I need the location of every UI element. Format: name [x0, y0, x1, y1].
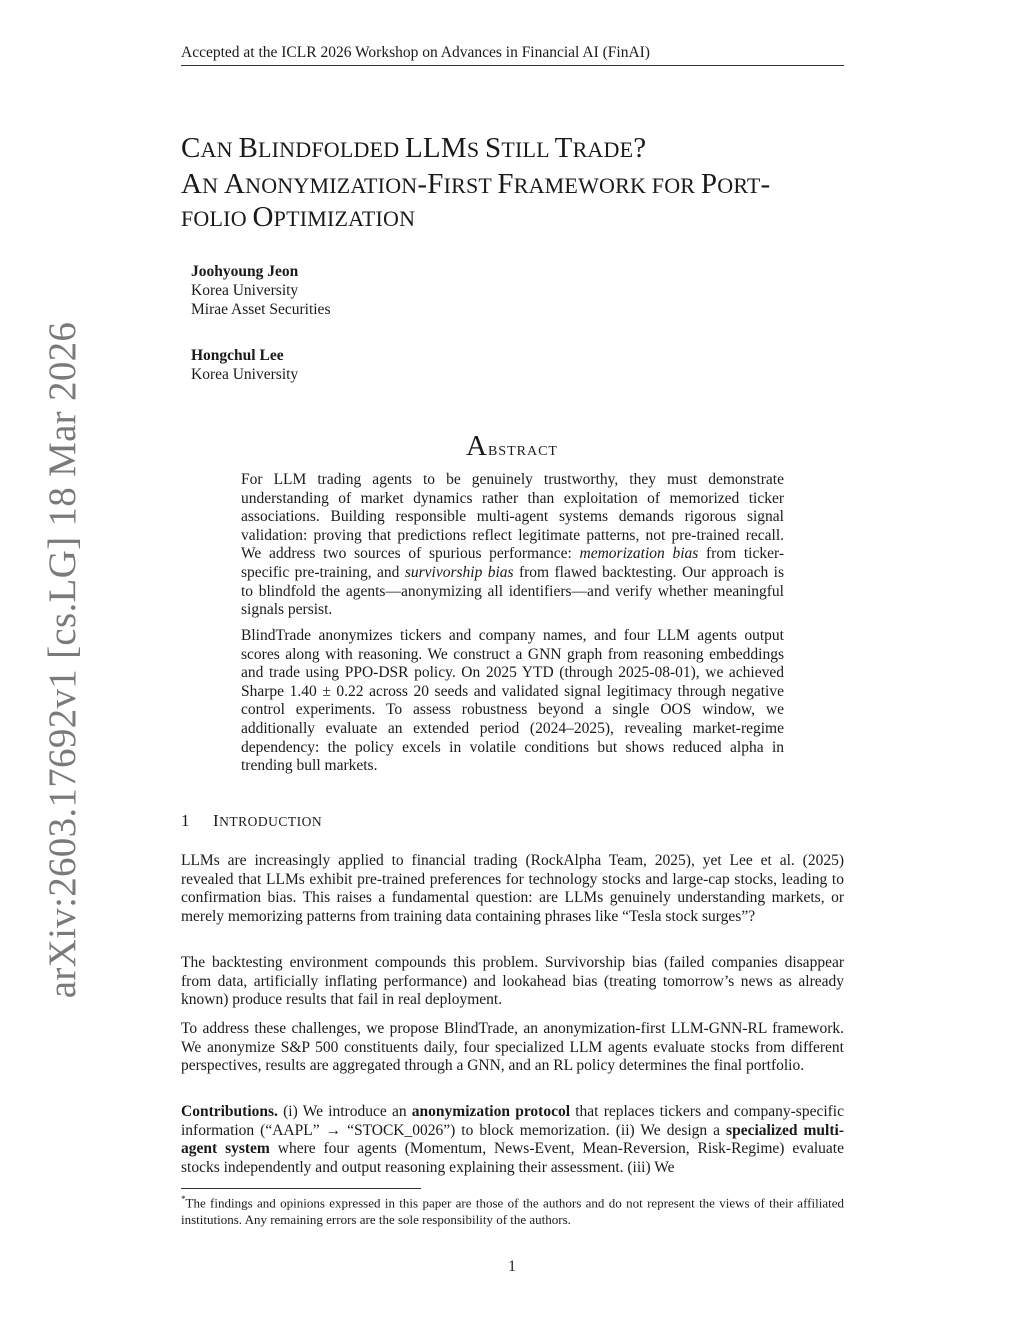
title-line-2: AN ANONYMIZATION-FIRST FRAMEWORK FOR PORT- [181, 168, 771, 200]
running-header: Accepted at the ICLR 2026 Workshop on Advances in Financial AI (FinAI) [181, 44, 650, 61]
section-heading-introduction: 1 INTRODUCTION [181, 811, 323, 830]
intro-paragraph-2: The backtesting environment compounds this problem. Survivorship bias (failed companies disappear from data, artificially inflating performance) and lookahead bias (treating tomorrow’s news as already known) produce results that fail in real deployment. [181, 954, 844, 1009]
intro-paragraph-3: To address these challenges, we propose BlindTrade, an anonymization-first LLM-GNN-RL framework. We anonymize S&P 500 constituents daily, four specialized LLM agents evaluate stocks from different perspectives, results are aggregated through a GNN, and an RL policy determines the final portfolio. [181, 1020, 844, 1075]
author-affiliation: Korea University [191, 366, 299, 383]
page-number: 1 [508, 1258, 516, 1275]
author-name: Joohyoung Jeon [191, 263, 299, 280]
intro-paragraph-1: LLMs are increasingly applied to financial trading (RockAlpha Team, 2025), yet Lee et al. (2025) revealed that LLMs exhibit pre-trained preferences for technology stocks and large-cap stocks, leading to confirmation bias. This raises a fundamental question: are LLMs genuinely understanding markets, or merely memorizing patterns from training data containing phrases like “Tesla stock surges”? [181, 852, 844, 925]
title-line-3: FOLIO OPTIMIZATION [181, 201, 416, 233]
footnote: *The findings and opinions expressed in this paper are those of the authors and do not represent the views of their affiliated institutions. Any remaining errors are the sole responsibility of the authors. [181, 1194, 844, 1228]
abstract-heading: ABSTRACT [466, 430, 558, 462]
title-line-1: CAN BLINDFOLDED LLMS STILL TRADE? [181, 132, 647, 164]
footnote-rule [181, 1188, 421, 1189]
author-block-2 [191, 346, 298, 384]
abstract-paragraph-1: For LLM trading agents to be genuinely trustworthy, they must demonstrate understanding of market dynamics rather than exploitation of memorized ticker associations. Building responsible multi-agent systems demands rigorous signal validation: proving that predictions reflect legitimate patterns, not pre-trained recall. We address two sources of spurious performance: memorization bias from ticker-specific pre-training, and survivorship bias from flawed backtesting. Our approach is to blindfold the agents—anonymizing all identifiers—and verify whether meaningful signals persist. [241, 471, 784, 619]
author-affiliation: Korea University [191, 282, 299, 299]
header-rule [181, 65, 844, 66]
author-affiliation: Mirae Asset Securities [191, 301, 331, 318]
arxiv-stamp: arXiv:2603.17692v1 [cs.LG] 18 Mar 2026 [41, 321, 84, 999]
intro-paragraph-contributions: Contributions. (i) We introduce an anonymization protocol that replaces tickers and company-specific information (“AAPL” → “STOCK_0026”) to block memorization. (ii) We design a specialized multi-agent system where four agents (Momentum, News-Event, Mean-Reversion, Risk-Regime) evaluate stocks independently and output reasoning explaining their assessment. (iii) We [181, 1103, 844, 1176]
abstract-paragraph-2: BlindTrade anonymizes tickers and company names, and four LLM agents output scores along with reasoning. We construct a GNN graph from reasoning embeddings and trade using PPO-DSR policy. On 2025 YTD (through 2025-08-01), we achieved Sharpe 1.40 ± 0.22 across 20 seeds and validated signal legitimacy through negative control experiments. To assess robustness beyond a single OOS window, we additionally evaluate an extended period (2024–2025), revealing market-regime dependency: the policy excels in volatile conditions but shows reduced alpha in trending bull markets. [241, 627, 784, 775]
author-name: Hongchul Lee [191, 347, 284, 364]
author-block-1 [191, 262, 330, 319]
